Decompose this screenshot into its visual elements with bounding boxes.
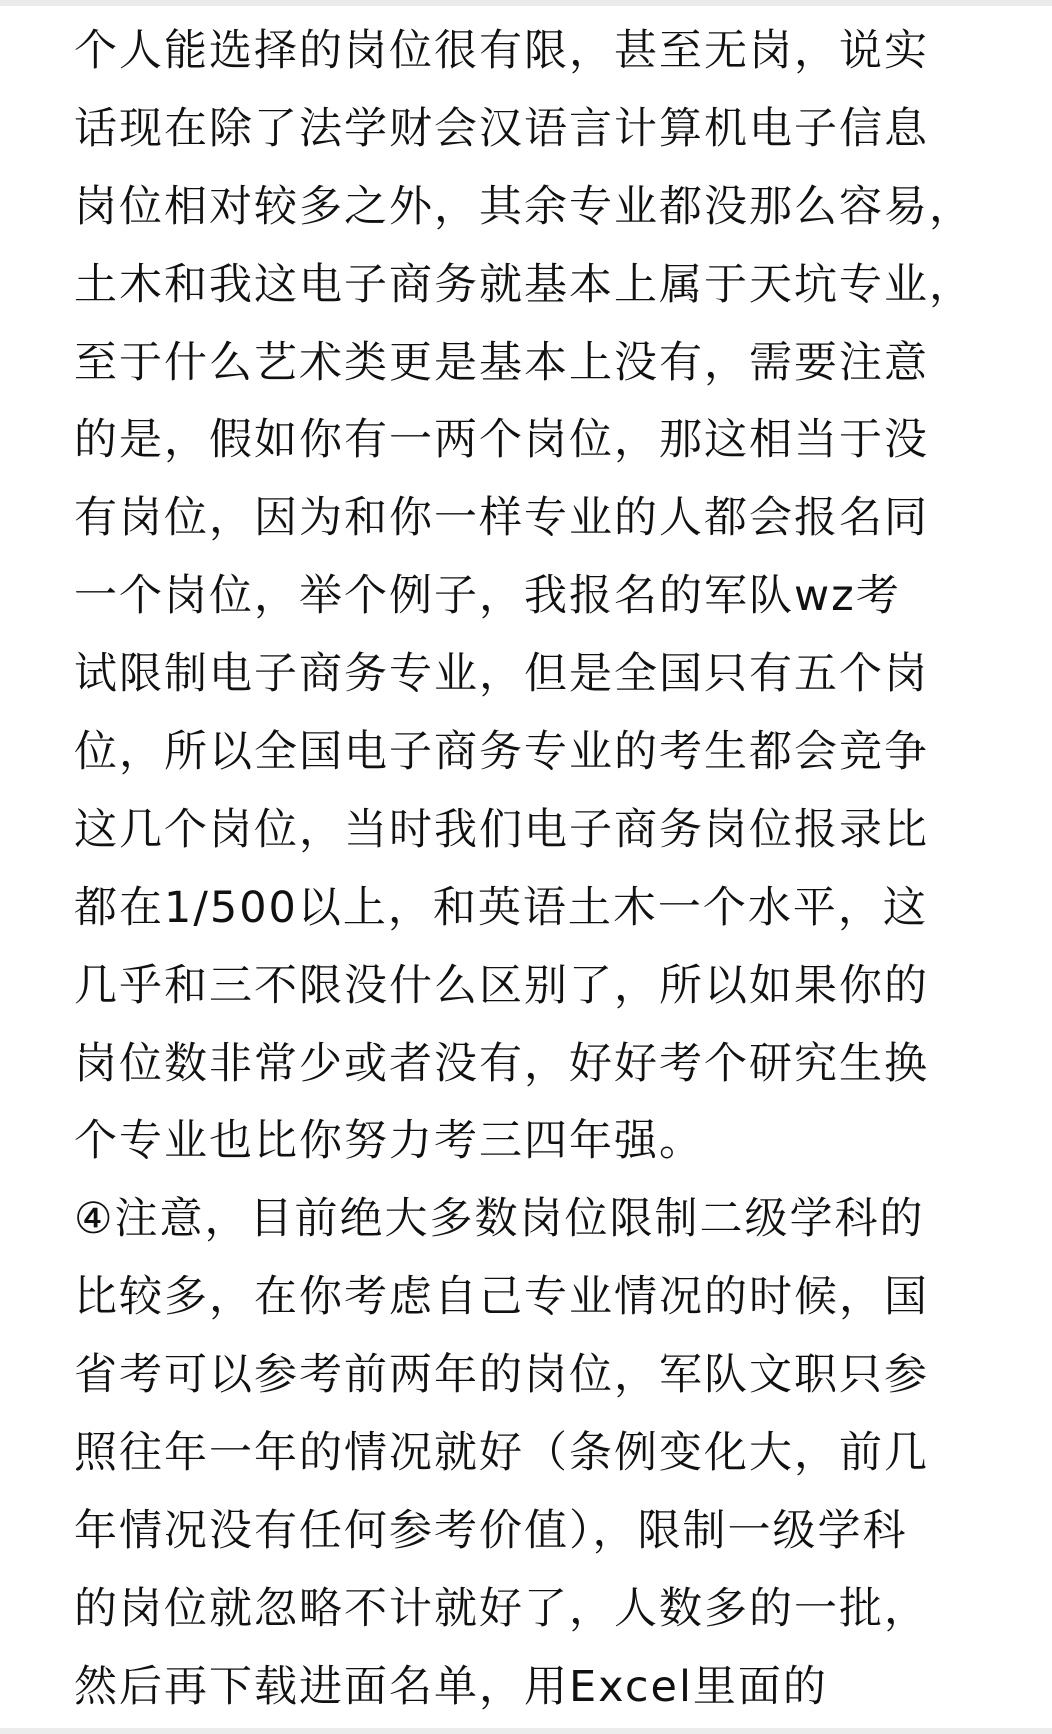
- text-line: 都在1/500以上，和英语土木一个水平，这: [74, 882, 928, 933]
- text-line: 的是，假如你有一两个岗位，那这相当于没: [74, 415, 929, 466]
- text-line: 几乎和三不限没什么区别了，所以如果你的: [74, 960, 929, 1011]
- text-line: 的岗位就忽略不计就好了，人数多的一批，: [74, 1583, 929, 1634]
- text-line: 年情况没有任何参考价值），限制一级学科: [74, 1505, 908, 1556]
- text-line: 话现在除了法学财会汉语言计算机电子信息: [74, 103, 929, 154]
- text-line: 至于什么艺术类更是基本上没有，需要注意: [74, 337, 929, 388]
- text-line: 有岗位，因为和你一样专业的人都会报名同: [74, 493, 929, 544]
- text-line: 岗位数非常少或者没有，好好考个研究生换: [74, 1038, 929, 1089]
- text-line: 位，所以全国电子商务专业的考生都会竞争: [74, 727, 929, 778]
- text-line: 试限制电子商务专业，但是全国只有五个岗: [74, 649, 929, 700]
- text-line: 岗位相对较多之外，其余专业都没那么容易，: [74, 181, 974, 232]
- text-line: 个专业也比你努力考三四年强。: [74, 1116, 704, 1167]
- top-edge: [0, 0, 1052, 6]
- text-line: 个人能选择的岗位很有限，甚至无岗，说实: [74, 26, 929, 76]
- text-line: ④注意，目前绝大多数岗位限制二级学科的: [74, 1194, 925, 1245]
- text-line: 这几个岗位，当时我们电子商务岗位报录比: [74, 804, 929, 855]
- article-text: [74, 13, 1052, 1727]
- text-line: 省考可以参考前两年的岗位，军队文职只参: [74, 1350, 929, 1401]
- text-line: 土木和我这电子商务就基本上属于天坑专业，: [74, 259, 974, 310]
- text-line: 一个岗位，举个例子，我报名的军队wz考: [74, 571, 901, 622]
- text-line: 照往年一年的情况就好（条例变化大，前几: [74, 1428, 929, 1479]
- text-line: 比较多，在你考虑自己专业情况的时候，国: [74, 1272, 929, 1323]
- text-line: 然后再下载进面名单，用Excel里面的: [74, 1661, 828, 1712]
- bottom-edge: [0, 1728, 1052, 1734]
